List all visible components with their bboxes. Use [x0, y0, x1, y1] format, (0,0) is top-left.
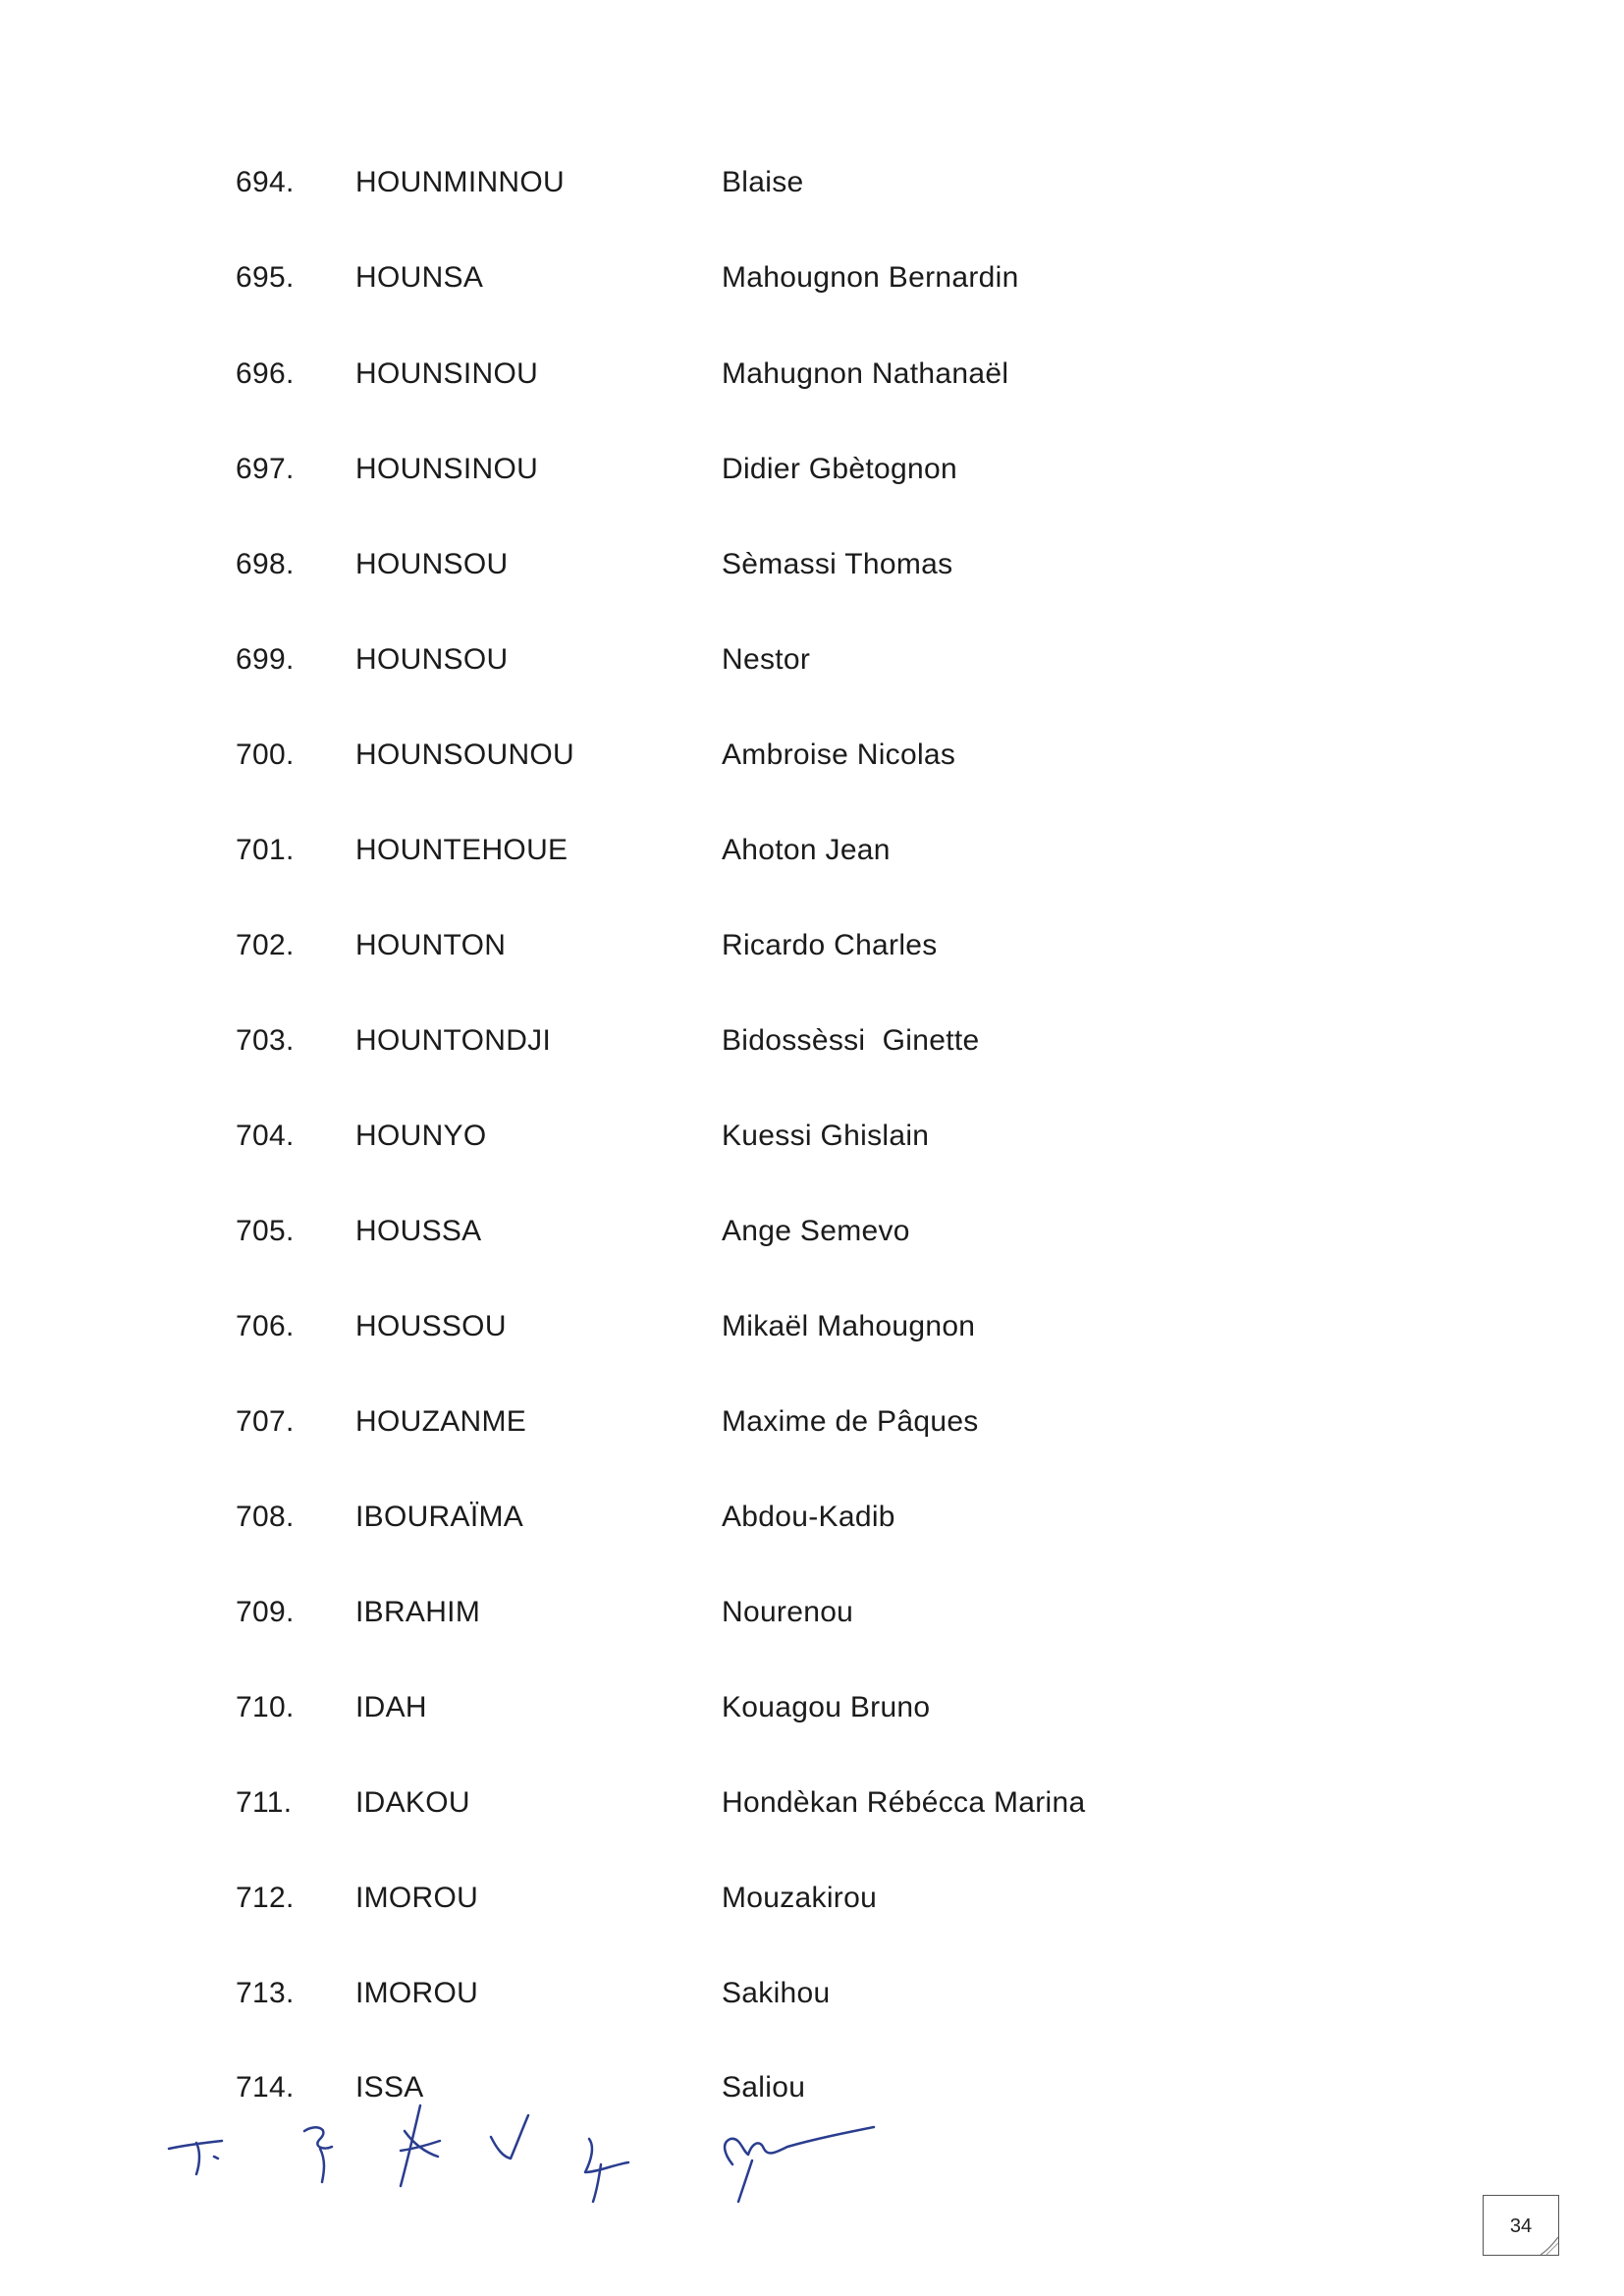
list-item: [0, 1783, 1624, 1842]
list-item: [0, 1974, 1624, 2033]
entry-number: 710.: [236, 1691, 295, 1723]
entry-surname: HOUNMINNOU: [355, 166, 565, 198]
list-item: [0, 1117, 1624, 1175]
entry-surname: HOUNSOUNOU: [355, 738, 575, 771]
entry-surname: HOUZANME: [355, 1405, 527, 1438]
list-item: [0, 1212, 1624, 1271]
list-item: [0, 1593, 1624, 1652]
list-item: [0, 545, 1624, 604]
entry-surname: IMOROU: [355, 1882, 479, 1914]
entry-given-names: Ambroise Nicolas: [722, 738, 956, 771]
entry-given-names: Blaise: [722, 166, 804, 198]
entry-given-names: Didier Gbètognon: [722, 453, 957, 485]
entry-number: 705.: [236, 1215, 295, 1247]
entry-given-names: Mouzakirou: [722, 1882, 878, 1914]
entry-number: 708.: [236, 1501, 295, 1533]
entry-number: 704.: [236, 1120, 295, 1152]
entry-number: 707.: [236, 1405, 295, 1438]
entry-number: 698.: [236, 548, 295, 580]
initial-mark-2: [304, 2127, 332, 2182]
entry-given-names: Mahougnon Bernardin: [722, 261, 1019, 294]
list-item: [0, 1688, 1624, 1747]
entry-number: 697.: [236, 453, 295, 485]
entry-given-names: Nourenou: [722, 1596, 854, 1628]
entry-given-names: Mahugnon Nathanaël: [722, 357, 1009, 390]
list-item: [0, 831, 1624, 890]
entry-number: 714.: [236, 2071, 295, 2104]
entry-given-names: Maxime de Pâques: [722, 1405, 979, 1438]
list-item: [0, 1498, 1624, 1557]
entry-number: 711.: [236, 1786, 293, 1819]
entry-number: 706.: [236, 1310, 295, 1342]
entry-given-names: Sakihou: [722, 1977, 831, 2009]
list-item: [0, 163, 1624, 222]
initial-mark-1: [169, 2141, 222, 2174]
entry-number: 709.: [236, 1596, 295, 1628]
entry-surname: HOUSSA: [355, 1215, 482, 1247]
entry-surname: IDAKOU: [355, 1786, 470, 1819]
entry-surname: IBOURAÏMA: [355, 1501, 524, 1533]
entry-number: 699.: [236, 643, 295, 676]
entry-surname: IMOROU: [355, 1977, 479, 2009]
entry-surname: HOUSSOU: [355, 1310, 507, 1342]
initial-mark-6: [725, 2127, 874, 2202]
list-item: [0, 1879, 1624, 1938]
entry-number: 703.: [236, 1024, 295, 1057]
entry-given-names: Kuessi Ghislain: [722, 1120, 930, 1152]
entry-surname: HOUNTONDJI: [355, 1024, 552, 1057]
list-item: [0, 640, 1624, 699]
entry-given-names: Hondèkan Rébécca Marina: [722, 1786, 1086, 1819]
entry-number: 712.: [236, 1882, 295, 1914]
entry-given-names: Sèmassi Thomas: [722, 548, 953, 580]
entry-given-names: Abdou-Kadib: [722, 1501, 895, 1533]
initial-mark-5: [585, 2139, 628, 2202]
entry-surname: HOUNSOU: [355, 548, 509, 580]
entry-surname: IBRAHIM: [355, 1596, 481, 1628]
handwritten-initials: [157, 2092, 903, 2249]
entry-given-names: Mikaël Mahougnon: [722, 1310, 976, 1342]
initial-mark-4: [491, 2115, 528, 2159]
list-item: [0, 258, 1624, 317]
entry-number: 695.: [236, 261, 295, 294]
entry-number: 701.: [236, 834, 295, 866]
list-item: [0, 355, 1624, 413]
list-item: [0, 1307, 1624, 1366]
page-number-box: [1483, 2195, 1559, 2256]
entry-given-names: Ricardo Charles: [722, 929, 938, 961]
entry-given-names: Ange Semevo: [722, 1215, 910, 1247]
entry-surname: IDAH: [355, 1691, 427, 1723]
entry-surname: ISSA: [355, 2071, 424, 2104]
entry-given-names: Saliou: [722, 2071, 806, 2104]
list-item: [0, 450, 1624, 509]
list-item: [0, 736, 1624, 794]
entry-number: 702.: [236, 929, 295, 961]
entry-surname: HOUNTON: [355, 929, 507, 961]
page-curl-icon: [1539, 2235, 1560, 2257]
entry-surname: HOUNSINOU: [355, 453, 539, 485]
list-item: [0, 1021, 1624, 1080]
entry-surname: HOUNSOU: [355, 643, 509, 676]
entry-number: 700.: [236, 738, 295, 771]
entry-given-names: Kouagou Bruno: [722, 1691, 931, 1723]
list-item: [0, 1402, 1624, 1461]
entry-surname: HOUNSINOU: [355, 357, 539, 390]
entry-surname: HOUNSA: [355, 261, 484, 294]
entry-given-names: Bidossèssi Ginette: [722, 1024, 980, 1057]
entry-number: 694.: [236, 166, 295, 198]
entry-given-names: Ahoton Jean: [722, 834, 891, 866]
entry-given-names: Nestor: [722, 643, 811, 676]
entry-number: 713.: [236, 1977, 295, 2009]
page-number: 34: [1509, 2215, 1533, 2237]
initial-mark-3: [401, 2105, 440, 2186]
entry-surname: HOUNYO: [355, 1120, 487, 1152]
entry-surname: HOUNTEHOUE: [355, 834, 568, 866]
entry-number: 696.: [236, 357, 295, 390]
list-item: [0, 926, 1624, 985]
